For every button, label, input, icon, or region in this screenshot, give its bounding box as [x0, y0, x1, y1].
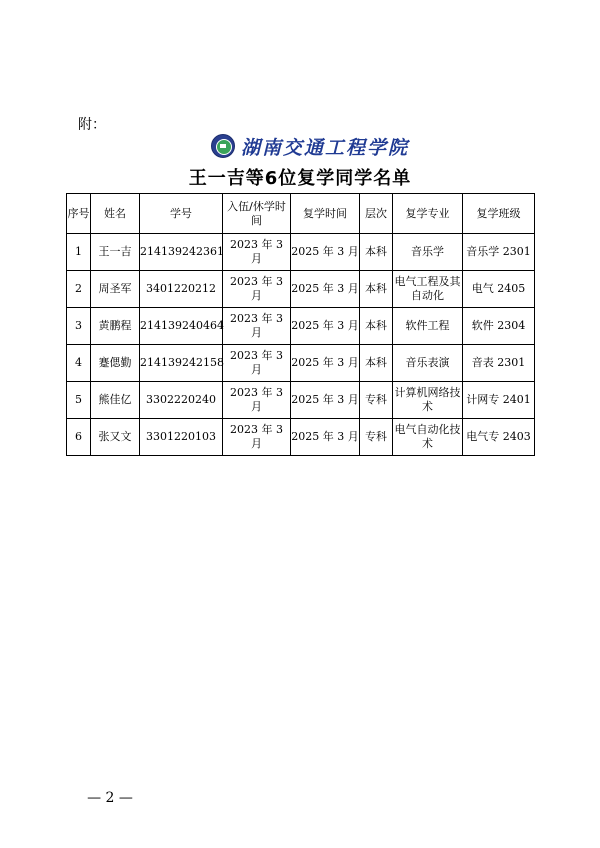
- cell-major: 电气自动化技术: [393, 419, 463, 456]
- cell-class: 电气专 2403: [463, 419, 535, 456]
- cell-level: 专科: [360, 382, 393, 419]
- header-student-id: 学号: [140, 194, 223, 234]
- cell-name: 周圣军: [91, 271, 140, 308]
- table-row: [67, 234, 535, 271]
- cell-level: 本科: [360, 271, 393, 308]
- cell-leave-time: 2023 年 3 月: [223, 419, 291, 456]
- cell-name: 王一吉: [91, 234, 140, 271]
- cell-class: 计网专 2401: [463, 382, 535, 419]
- cell-index: 4: [67, 345, 91, 382]
- cell-index: 1: [67, 234, 91, 271]
- header-index: 序号: [67, 194, 91, 234]
- header-class: 复学班级: [463, 194, 535, 234]
- document-title: 王一吉等6位复学同学名单: [188, 168, 412, 189]
- table-row: [67, 308, 535, 345]
- student-list-table: [66, 193, 535, 456]
- cell-return-time: 2025 年 3 月: [291, 382, 360, 419]
- attachment-label: 附：: [78, 117, 106, 133]
- table-row: [67, 345, 535, 382]
- table-row: [67, 271, 535, 308]
- school-name: 湖南交通工程学院: [241, 136, 410, 159]
- cell-class: 电气 2405: [463, 271, 535, 308]
- school-emblem-icon: [211, 134, 235, 158]
- cell-level: 本科: [360, 308, 393, 345]
- cell-leave-time: 2023 年 3 月: [223, 345, 291, 382]
- cell-leave-time: 2023 年 3 月: [223, 308, 291, 345]
- table-row: [67, 419, 535, 456]
- cell-student-id: 214139242361: [140, 234, 223, 271]
- cell-leave-time: 2023 年 3 月: [223, 382, 291, 419]
- header-leave-time: 入伍/休学时间: [223, 194, 291, 234]
- cell-level: 本科: [360, 345, 393, 382]
- cell-student-id: 3401220212: [140, 271, 223, 308]
- cell-level: 本科: [360, 234, 393, 271]
- cell-name: 黄鹏程: [91, 308, 140, 345]
- cell-return-time: 2025 年 3 月: [291, 308, 360, 345]
- cell-name: 张又文: [91, 419, 140, 456]
- cell-leave-time: 2023 年 3 月: [223, 271, 291, 308]
- cell-class: 音表 2301: [463, 345, 535, 382]
- cell-index: 5: [67, 382, 91, 419]
- cell-major: 计算机网络技术: [393, 382, 463, 419]
- cell-student-id: 214139242158: [140, 345, 223, 382]
- cell-index: 3: [67, 308, 91, 345]
- cell-return-time: 2025 年 3 月: [291, 234, 360, 271]
- cell-index: 6: [67, 419, 91, 456]
- cell-major: 音乐表演: [393, 345, 463, 382]
- header-level: 层次: [360, 194, 393, 234]
- cell-student-id: 3301220103: [140, 419, 223, 456]
- cell-leave-time: 2023 年 3 月: [223, 234, 291, 271]
- cell-class: 软件 2304: [463, 308, 535, 345]
- cell-name: 熊佳亿: [91, 382, 140, 419]
- school-logo: [211, 133, 409, 159]
- header-return-time: 复学时间: [291, 194, 360, 234]
- table-header-row: [67, 194, 535, 234]
- cell-return-time: 2025 年 3 月: [291, 419, 360, 456]
- table-row: [67, 382, 535, 419]
- cell-student-id: 214139240464: [140, 308, 223, 345]
- cell-return-time: 2025 年 3 月: [291, 271, 360, 308]
- cell-class: 音乐学 2301: [463, 234, 535, 271]
- header-name: 姓名: [91, 194, 140, 234]
- cell-name: 蹇偲勤: [91, 345, 140, 382]
- cell-index: 2: [67, 271, 91, 308]
- cell-return-time: 2025 年 3 月: [291, 345, 360, 382]
- cell-student-id: 3302220240: [140, 382, 223, 419]
- cell-level: 专科: [360, 419, 393, 456]
- cell-major: 电气工程及其自动化: [393, 271, 463, 308]
- cell-major: 软件工程: [393, 308, 463, 345]
- cell-major: 音乐学: [393, 234, 463, 271]
- header-major: 复学专业: [393, 194, 463, 234]
- page-number: — 2 —: [87, 790, 133, 806]
